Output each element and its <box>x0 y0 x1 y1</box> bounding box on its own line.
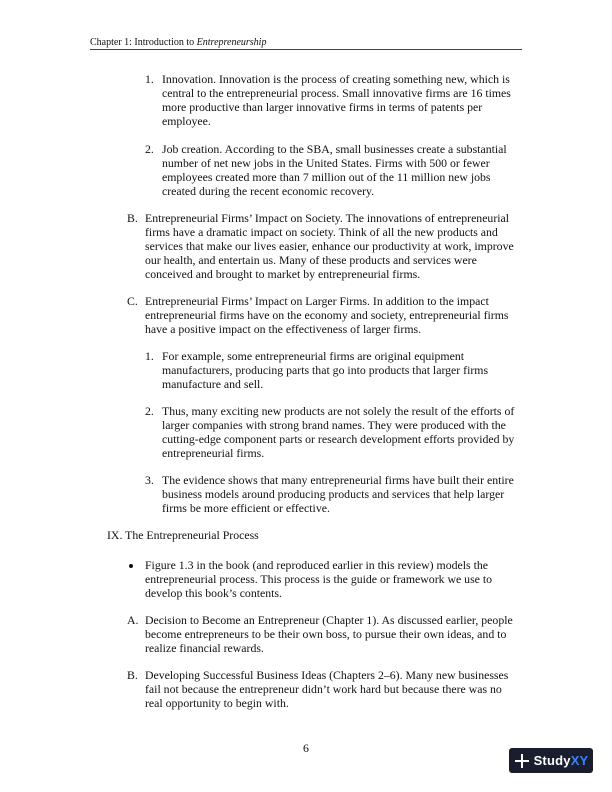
item-marker: B. <box>127 668 138 682</box>
text-line: Thus, many exciting new products are not solely the result of the efforts of <box>162 404 515 418</box>
text-line: have a positive impact on the effectiveness of larger firms. <box>145 322 422 336</box>
text-line: Entrepreneurial Firms’ Impact on Society. The innovations of entrepreneurial <box>145 211 510 225</box>
list-item-job-creation <box>162 142 507 198</box>
list-item-new-products <box>162 404 514 460</box>
text-line: employee. <box>162 114 211 128</box>
text-line: manufacturers, producing parts that go into products that larger firms <box>162 363 489 377</box>
item-marker: A. <box>127 613 139 627</box>
text-line: services that make our lives easier, enhance our productivity at work, improve <box>145 239 514 253</box>
text-line: more productive than larger innovative firms in terms of patents per <box>162 100 483 114</box>
text-line: entrepreneurial firms. <box>162 446 265 460</box>
text-line: entrepreneurial firms have on the economy and society, entrepreneurial firms <box>145 308 509 322</box>
text-line: become entrepreneurs to be their own boss, to pursue their own ideas, and to <box>145 627 507 641</box>
text-line: real opportunity to begin with. <box>145 696 289 710</box>
item-marker: B. <box>127 211 138 225</box>
section-developing-business-ideas <box>145 668 508 710</box>
text-line: manufacture and sell. <box>162 377 264 391</box>
text-line: firms have a dramatic impact on society. Think of all the new products and <box>145 225 498 239</box>
header-prefix: Chapter 1: Introduction to <box>90 37 197 48</box>
text-line: Innovation. Innovation is the process of creating something new, which is <box>162 72 510 86</box>
text-line: number of net new jobs in the United States. Firms with 500 or fewer <box>162 156 490 170</box>
page-number: 6 <box>303 741 309 755</box>
logo-text-accent: XY <box>570 753 589 768</box>
list-item-innovation <box>162 72 511 128</box>
text-line: firms be more efficient or effective. <box>162 501 330 515</box>
list-item-oem-example <box>162 349 488 391</box>
text-line: realize financial rewards. <box>145 641 264 655</box>
text-line: entrepreneurial process. This process is the guide or framework we use to <box>145 572 493 586</box>
text-line: business models around producing products and services that help larger <box>162 487 505 501</box>
text-line: fail not because the entrepreneur didn’t work hard but because there was no <box>145 682 502 696</box>
plus-sparkle-icon <box>514 753 530 769</box>
text-line: Entrepreneurial Firms’ Impact on Larger Firms. In addition to the impact <box>145 294 489 308</box>
text-line: Figure 1.3 in the book (and reproduced earlier in this review) models the <box>145 558 488 572</box>
text-line: For example, some entrepreneurial firms are original equipment <box>162 349 465 363</box>
item-marker: 1. <box>145 72 154 86</box>
studyxy-logo[interactable] <box>509 748 593 773</box>
logo-text <box>534 753 589 768</box>
text-line: our health, and entertain us. Many of these products and services were <box>145 253 477 267</box>
text-line: The evidence shows that many entrepreneurial firms have built their entire <box>162 473 514 487</box>
section-impact-on-society <box>145 211 514 281</box>
bullet-figure-reference <box>145 558 492 600</box>
list-item-evidence <box>162 473 514 515</box>
logo-text-main: Study <box>533 753 571 768</box>
text-line: conceived and brought to market by entrepreneurial firms. <box>145 267 421 281</box>
text-line: cutting-edge component parts or research development efforts provided by <box>162 432 515 446</box>
item-marker: 2. <box>145 404 154 418</box>
item-marker: C. <box>127 294 138 308</box>
text-line: larger companies with strong brand names. They were produced with the <box>162 418 506 432</box>
bullet-dot <box>129 564 133 568</box>
section-impact-on-larger-firms <box>145 294 508 336</box>
heading-text: IX. The Entrepreneurial Process <box>107 528 259 542</box>
text-line: Decision to Become an Entrepreneur (Chapter 1). As discussed earlier, people <box>145 613 513 627</box>
text-line: created during the recent economic recovery. <box>162 184 375 198</box>
text-line: Job creation. According to the SBA, small businesses create a substantial <box>162 142 507 156</box>
running-header <box>90 37 522 50</box>
item-marker: 1. <box>145 349 154 363</box>
item-marker: 3. <box>145 473 154 487</box>
section-decision-to-become-entrepreneur <box>145 613 513 655</box>
section-heading-entrepreneurial-process <box>107 528 259 542</box>
item-marker: 2. <box>145 142 154 156</box>
text-line: develop this book’s contents. <box>145 586 282 600</box>
text-line: Developing Successful Business Ideas (Chapters 2–6). Many new businesses <box>145 668 509 682</box>
header-book-title: Entrepreneurship <box>196 37 267 48</box>
text-line: employees created more than 7 million out of the 11 million new jobs <box>162 170 491 184</box>
text-line: central to the entrepreneurial process. Small innovative firms are 16 times <box>162 86 511 100</box>
